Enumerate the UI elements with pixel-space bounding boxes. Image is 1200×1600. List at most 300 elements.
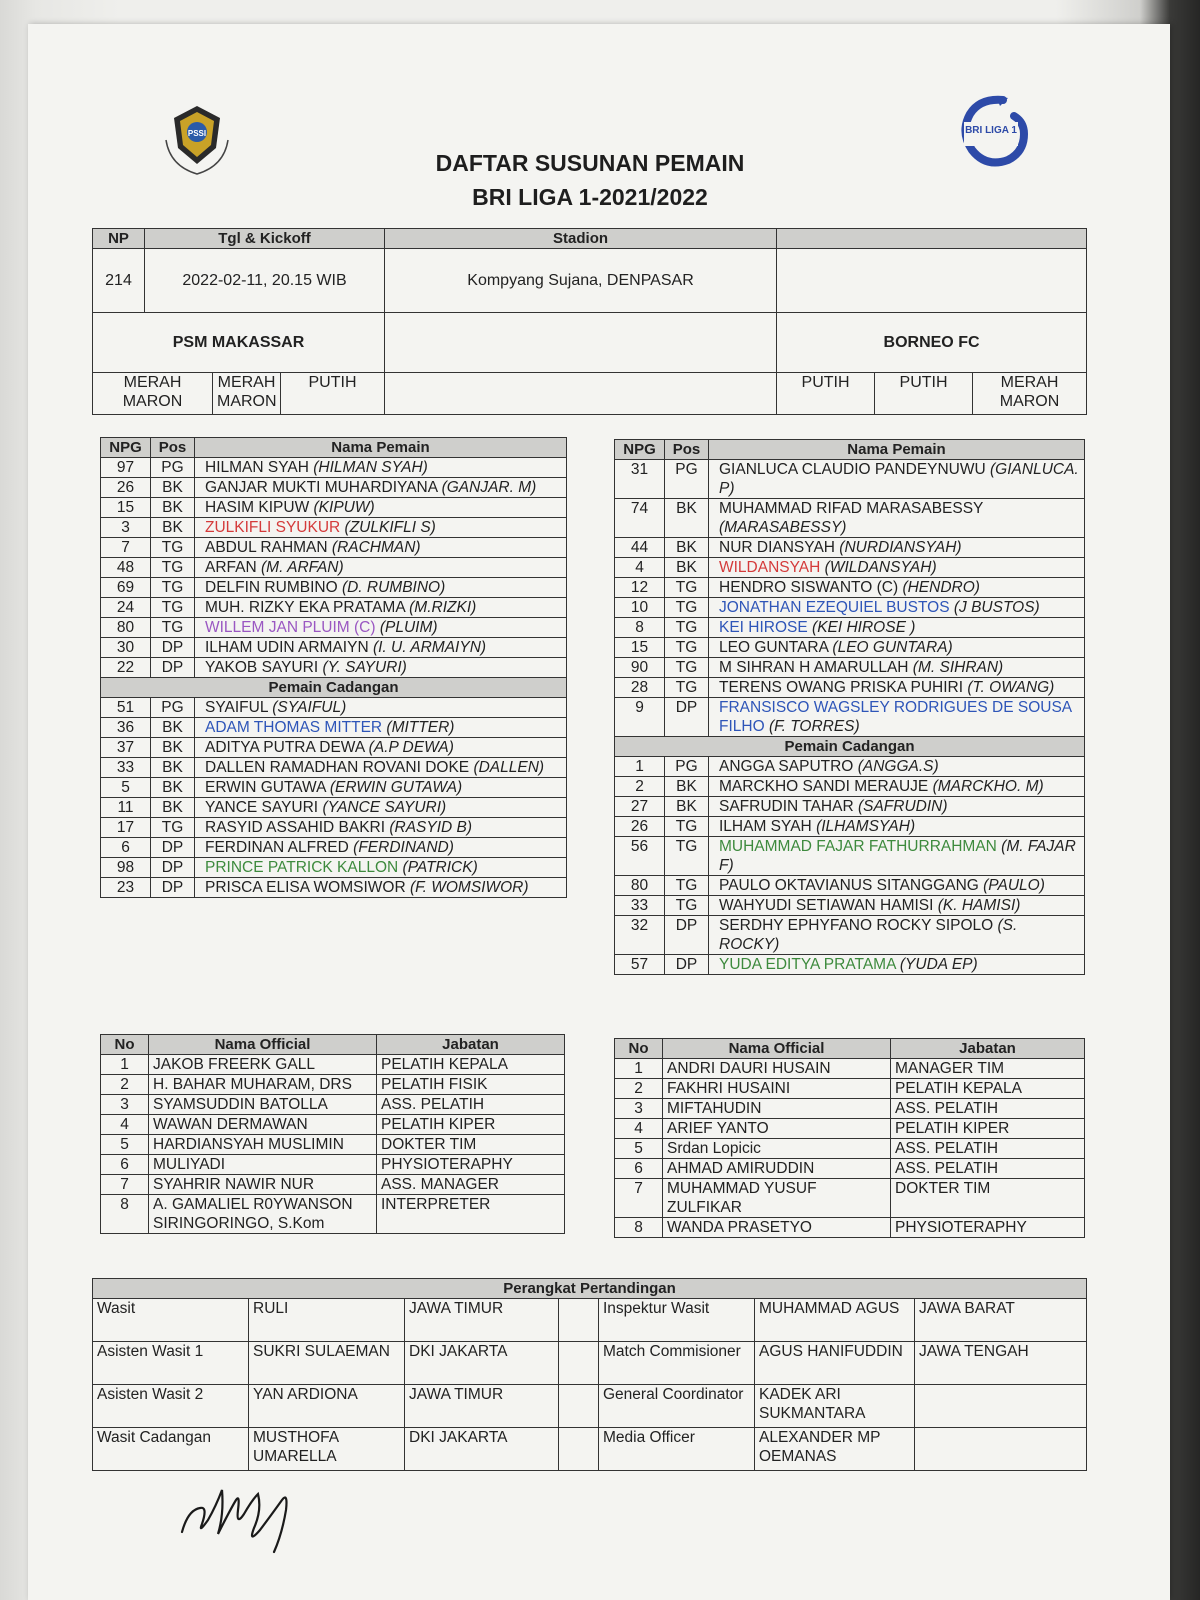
player-name-cell — [709, 777, 1085, 797]
player-name-cell — [709, 578, 1085, 598]
player-name: ABDUL RAHMAN — [205, 539, 328, 556]
player-position: PG — [665, 757, 709, 777]
player-alias: (GANJAR. M) — [441, 479, 537, 496]
official-number: 5 — [101, 1135, 149, 1155]
player-name-cell — [195, 738, 567, 758]
official-role: INTERPRETER — [377, 1195, 565, 1234]
player-name: MUHAMMAD RIFAD MARASABESSY — [719, 500, 984, 517]
official-number: 3 — [101, 1095, 149, 1115]
official-name-header: Nama Official — [663, 1039, 891, 1059]
player-row — [615, 538, 1085, 558]
player-row — [615, 578, 1085, 598]
official-role: DOKTER TIM — [377, 1135, 565, 1155]
player-position: BK — [151, 798, 195, 818]
referee-role: Asisten Wasit 1 — [93, 1342, 249, 1385]
player-number: 26 — [615, 817, 665, 837]
player-alias: (F. WOMSIWOR) — [410, 879, 529, 896]
player-name: ZULKIFLI SYUKUR — [205, 519, 341, 536]
player-alias: (HENDRO) — [902, 579, 980, 596]
player-alias: (M. SIHRAN) — [912, 659, 1004, 676]
official-name: HARDIANSYAH MUSLIMIN — [149, 1135, 377, 1155]
official-number: 1 — [101, 1055, 149, 1075]
official-row — [101, 1195, 565, 1234]
player-alias: (ANGGA.S) — [857, 758, 939, 775]
player-row — [101, 558, 567, 578]
official-row — [615, 1119, 1085, 1139]
official-name: MUHAMMAD YUSUF ZULFIKAR — [663, 1179, 891, 1218]
player-alias: (D. RUMBINO) — [341, 579, 446, 596]
player-name: FERDINAN ALFRED — [205, 839, 349, 856]
player-number: 15 — [615, 638, 665, 658]
player-position: BK — [665, 777, 709, 797]
player-name-cell — [709, 638, 1085, 658]
referee-role: Asisten Wasit 2 — [93, 1385, 249, 1428]
player-name-cell — [195, 858, 567, 878]
official-number: 1 — [615, 1059, 663, 1079]
player-position: TG — [665, 578, 709, 598]
player-name: ERWIN GUTAWA — [205, 779, 326, 796]
player-number: 69 — [101, 578, 151, 598]
player-name: WAHYUDI SETIAWAN HAMISI — [719, 897, 934, 914]
player-name-cell — [709, 698, 1085, 737]
player-position: TG — [151, 618, 195, 638]
player-name-cell — [195, 538, 567, 558]
player-alias: (S. ROCKY) — [719, 917, 1018, 953]
player-name-cell — [195, 758, 567, 778]
player-number: 6 — [101, 838, 151, 858]
player-row — [615, 757, 1085, 777]
official-number: 5 — [615, 1139, 663, 1159]
match-info-table — [92, 228, 1087, 415]
player-number: 74 — [615, 499, 665, 538]
player-name: YAKOB SAYURI — [205, 659, 319, 676]
player-position: TG — [665, 896, 709, 916]
official-region: JAWA TENGAH — [915, 1342, 1087, 1385]
player-row — [101, 718, 567, 738]
blank-cell — [385, 313, 777, 373]
player-alias: (MITTER) — [386, 719, 455, 736]
player-number: 22 — [101, 658, 151, 678]
player-name-cell — [709, 916, 1085, 955]
official-role: Inspektur Wasit — [599, 1299, 755, 1342]
player-number: 17 — [101, 818, 151, 838]
blank-cell — [559, 1385, 599, 1428]
player-alias: (M. FAJAR F) — [719, 838, 1076, 874]
player-row — [615, 797, 1085, 817]
official-name-header: Nama Official — [149, 1035, 377, 1055]
player-position: TG — [665, 598, 709, 618]
player-number: 36 — [101, 718, 151, 738]
blank-cell — [777, 249, 1087, 313]
player-name-cell — [195, 618, 567, 638]
player-row — [615, 638, 1085, 658]
player-row — [101, 878, 567, 898]
official-row — [615, 1059, 1085, 1079]
jabatan-header: Jabatan — [377, 1035, 565, 1055]
player-name-cell — [195, 698, 567, 718]
player-alias: (HILMAN SYAH) — [313, 459, 428, 476]
official-role: PELATIH KIPER — [891, 1119, 1085, 1139]
player-name: MUHAMMAD FAJAR FATHURRAHMAN — [719, 838, 997, 855]
player-alias: (KIPUW) — [313, 499, 375, 516]
official-row — [615, 1179, 1085, 1218]
player-name: PAULO OKTAVIANUS SITANGGANG — [719, 877, 979, 894]
player-number: 37 — [101, 738, 151, 758]
player-name: FRANSISCO WAGSLEY RODRIGUES DE SOUSA FILHO — [719, 699, 1072, 735]
player-row — [101, 818, 567, 838]
player-number: 98 — [101, 858, 151, 878]
official-name: H. BAHAR MUHARAM, DRS — [149, 1075, 377, 1095]
player-position: PG — [151, 458, 195, 478]
home-color-2: MERAH MARON — [213, 373, 281, 415]
player-name-cell — [709, 837, 1085, 876]
player-name-cell — [709, 876, 1085, 896]
player-number: 32 — [615, 916, 665, 955]
referee-region: JAWA TIMUR — [405, 1385, 559, 1428]
home-color-1: MERAH MARON — [93, 373, 213, 415]
player-row — [615, 678, 1085, 698]
player-alias: (SYAIFUL) — [272, 699, 347, 716]
blank-cell — [559, 1342, 599, 1385]
official-role: ASS. PELATIH — [891, 1099, 1085, 1119]
player-number: 80 — [615, 876, 665, 896]
player-position: BK — [151, 718, 195, 738]
pssi-logo-text: PSSI — [187, 129, 207, 138]
player-position: BK — [151, 518, 195, 538]
official-number: 2 — [101, 1075, 149, 1095]
player-alias: (YUDA EP) — [899, 956, 978, 973]
referee-row — [93, 1299, 1087, 1342]
player-row — [615, 777, 1085, 797]
pos-header: Pos — [151, 438, 195, 458]
player-alias: (J BUSTOS) — [953, 599, 1040, 616]
player-position: DP — [665, 698, 709, 737]
player-position: PG — [665, 460, 709, 499]
official-role: PHYSIOTERAPHY — [891, 1218, 1085, 1238]
player-number: 33 — [101, 758, 151, 778]
player-name: JONATHAN EZEQUIEL BUSTOS — [719, 599, 950, 616]
player-number: 33 — [615, 896, 665, 916]
perangkat-title: Perangkat Pertandingan — [93, 1279, 1087, 1299]
player-name-cell — [195, 658, 567, 678]
player-position: TG — [151, 558, 195, 578]
player-position: BK — [665, 538, 709, 558]
player-number: 31 — [615, 460, 665, 499]
player-row — [101, 498, 567, 518]
player-number: 1 — [615, 757, 665, 777]
player-alias: (KEI HIROSE ) — [812, 619, 916, 636]
player-row — [615, 558, 1085, 578]
player-row — [615, 618, 1085, 638]
official-role: PELATIH FISIK — [377, 1075, 565, 1095]
player-position: DP — [151, 838, 195, 858]
player-number: 5 — [101, 778, 151, 798]
player-name-cell — [195, 778, 567, 798]
player-name-cell — [709, 896, 1085, 916]
player-name: YANCE SAYURI — [205, 799, 319, 816]
player-alias: (K. HAMISI) — [937, 897, 1021, 914]
player-name: ARFAN — [205, 559, 257, 576]
blank-header — [777, 229, 1087, 249]
player-name: DELFIN RUMBINO — [205, 579, 338, 596]
official-region — [915, 1385, 1087, 1428]
player-name: LEO GUNTARA — [719, 639, 829, 656]
player-name-cell — [195, 518, 567, 538]
player-number: 28 — [615, 678, 665, 698]
stadion-header: Stadion — [385, 229, 777, 249]
player-name: GANJAR MUKTI MUHARDIYANA — [205, 479, 438, 496]
official-role: Match Commisioner — [599, 1342, 755, 1385]
official-row — [101, 1075, 565, 1095]
home-officials-table — [100, 1034, 565, 1234]
official-name: WAWAN DERMAWAN — [149, 1115, 377, 1135]
player-row — [615, 658, 1085, 678]
official-row — [615, 1099, 1085, 1119]
player-position: TG — [665, 837, 709, 876]
pssi-logo-icon — [158, 100, 236, 180]
official-name: JAKOB FREERK GALL — [149, 1055, 377, 1075]
official-role: DOKTER TIM — [891, 1179, 1085, 1218]
away-color-2: PUTIH — [875, 373, 973, 415]
player-name-cell — [195, 638, 567, 658]
player-name-cell — [195, 838, 567, 858]
bri-liga-logo-text: BRI LIGA 1 — [965, 125, 1017, 136]
player-name: DALLEN RAMADHAN ROVANI DOKE — [205, 759, 470, 776]
official-name: ARIEF YANTO — [663, 1119, 891, 1139]
player-name: KEI HIROSE — [719, 619, 808, 636]
official-number: 4 — [615, 1119, 663, 1139]
name-header: Nama Pemain — [709, 440, 1085, 460]
official-number: 6 — [615, 1159, 663, 1179]
referee-region: JAWA TIMUR — [405, 1299, 559, 1342]
player-name-cell — [709, 817, 1085, 837]
no-header: No — [615, 1039, 663, 1059]
player-name: SYAIFUL — [205, 699, 268, 716]
referee-role: Wasit — [93, 1299, 249, 1342]
player-row — [615, 460, 1085, 499]
player-number: 56 — [615, 837, 665, 876]
referee-row — [93, 1385, 1087, 1428]
pos-header: Pos — [665, 440, 709, 460]
official-number: 8 — [615, 1218, 663, 1238]
player-name-cell — [195, 578, 567, 598]
official-role: PELATIH KIPER — [377, 1115, 565, 1135]
player-name: M SIHRAN H AMARULLAH — [719, 659, 909, 676]
official-name: SYAMSUDDIN BATOLLA — [149, 1095, 377, 1115]
official-region: JAWA BARAT — [915, 1299, 1087, 1342]
referee-name: RULI — [249, 1299, 405, 1342]
player-alias: (FERDINAND) — [353, 839, 454, 856]
player-name-cell — [709, 678, 1085, 698]
player-name: TERENS OWANG PRISKA PUHIRI — [719, 679, 964, 696]
official-row — [101, 1135, 565, 1155]
player-row — [101, 738, 567, 758]
official-number: 3 — [615, 1099, 663, 1119]
player-row — [101, 858, 567, 878]
title-line-1: DAFTAR SUSUNAN PEMAIN — [435, 150, 745, 176]
player-number: 26 — [101, 478, 151, 498]
player-alias: (ILHAMSYAH) — [816, 818, 916, 835]
title-line-2: BRI LIGA 1-2021/2022 — [472, 184, 708, 210]
official-name: KADEK ARI SUKMANTARA — [755, 1385, 915, 1428]
player-number: 24 — [101, 598, 151, 618]
player-position: TG — [151, 578, 195, 598]
player-position: DP — [665, 955, 709, 975]
blank-cell — [559, 1428, 599, 1471]
player-position: BK — [151, 778, 195, 798]
player-alias: (Y. SAYURI) — [322, 659, 407, 676]
player-number: 4 — [615, 558, 665, 578]
player-number: 97 — [101, 458, 151, 478]
official-name: A. GAMALIEL R0YWANSON SIRINGORINGO, S.Kom — [149, 1195, 377, 1234]
substitutes-header: Pemain Cadangan — [101, 678, 567, 698]
player-name: WILDANSYAH — [719, 559, 821, 576]
official-row — [101, 1115, 565, 1135]
player-position: TG — [665, 618, 709, 638]
stadium-name: Kompyang Sujana, DENPASAR — [385, 249, 777, 313]
player-name-cell — [195, 718, 567, 738]
player-row — [615, 837, 1085, 876]
player-name: MARCKHO SANDI MERAUJE — [719, 778, 929, 795]
player-position: TG — [665, 658, 709, 678]
match-officials-table — [92, 1278, 1087, 1471]
player-name-cell — [709, 797, 1085, 817]
player-row — [615, 499, 1085, 538]
official-row — [101, 1055, 565, 1075]
player-position: TG — [665, 817, 709, 837]
official-role: ASS. MANAGER — [377, 1175, 565, 1195]
player-number: 44 — [615, 538, 665, 558]
player-name-cell — [709, 538, 1085, 558]
player-name-cell — [709, 658, 1085, 678]
player-name: NUR DIANSYAH — [719, 539, 835, 556]
player-row — [615, 955, 1085, 975]
player-alias: (M. ARFAN) — [261, 559, 344, 576]
away-color-1: PUTIH — [777, 373, 875, 415]
player-row — [101, 658, 567, 678]
player-alias: (T. OWANG) — [967, 679, 1055, 696]
player-position: BK — [151, 478, 195, 498]
official-number: 2 — [615, 1079, 663, 1099]
player-position: BK — [151, 738, 195, 758]
player-position: TG — [665, 638, 709, 658]
player-name-cell — [709, 499, 1085, 538]
official-name: Srdan Lopicic — [663, 1139, 891, 1159]
player-name-cell — [195, 478, 567, 498]
official-name: AHMAD AMIRUDDIN — [663, 1159, 891, 1179]
player-alias: (RACHMAN) — [331, 539, 421, 556]
official-role: PELATIH KEPALA — [891, 1079, 1085, 1099]
kickoff-header: Tgl & Kickoff — [145, 229, 385, 249]
official-role: PELATIH KEPALA — [377, 1055, 565, 1075]
np-header: NP — [93, 229, 145, 249]
player-name-cell — [195, 498, 567, 518]
player-position: DP — [665, 916, 709, 955]
player-number: 48 — [101, 558, 151, 578]
player-alias: (PLUIM) — [379, 619, 438, 636]
player-name-cell — [709, 757, 1085, 777]
bri-liga-logo-icon — [948, 92, 1034, 172]
official-row — [615, 1079, 1085, 1099]
player-name: WILLEM JAN PLUIM (C) — [205, 619, 376, 636]
player-name-cell — [709, 460, 1085, 499]
player-number: 15 — [101, 498, 151, 518]
player-position: TG — [151, 598, 195, 618]
referee-region: DKI JAKARTA — [405, 1428, 559, 1471]
official-row — [101, 1155, 565, 1175]
official-row — [615, 1218, 1085, 1238]
player-name: ILHAM UDIN ARMAIYN — [205, 639, 369, 656]
official-number: 8 — [101, 1195, 149, 1234]
player-row — [101, 538, 567, 558]
substitutes-header: Pemain Cadangan — [615, 737, 1085, 757]
player-row — [101, 698, 567, 718]
official-role: ASS. PELATIH — [377, 1095, 565, 1115]
referee-name: MUSTHOFA UMARELLA — [249, 1428, 405, 1471]
player-name: MUH. RIZKY EKA PRATAMA — [205, 599, 405, 616]
player-number: 30 — [101, 638, 151, 658]
official-number: 7 — [615, 1179, 663, 1218]
official-name: ALEXANDER MP OEMANAS — [755, 1428, 915, 1471]
official-name: AGUS HANIFUDDIN — [755, 1342, 915, 1385]
player-alias: (SAFRUDIN) — [857, 798, 948, 815]
referee-row — [93, 1428, 1087, 1471]
player-alias: (ZULKIFLI S) — [344, 519, 436, 536]
player-number: 2 — [615, 777, 665, 797]
player-name: HENDRO SISWANTO (C) — [719, 579, 899, 596]
official-name: WANDA PRASETYO — [663, 1218, 891, 1238]
player-name: RASYID ASSAHID BAKRI — [205, 819, 386, 836]
player-alias: (PATRICK) — [402, 859, 478, 876]
player-row — [101, 518, 567, 538]
official-number: 6 — [101, 1155, 149, 1175]
player-position: DP — [151, 878, 195, 898]
player-name: GIANLUCA CLAUDIO PANDEYNUWU — [719, 461, 986, 478]
player-name: YUDA EDITYA PRATAMA — [719, 956, 896, 973]
official-number: 4 — [101, 1115, 149, 1135]
player-name: HASIM KIPUW — [205, 499, 310, 516]
player-position: TG — [151, 818, 195, 838]
player-row — [615, 896, 1085, 916]
player-number: 10 — [615, 598, 665, 618]
player-alias: (RASYID B) — [389, 819, 473, 836]
official-name: MULIYADI — [149, 1155, 377, 1175]
player-alias: (DALLEN) — [473, 759, 545, 776]
referee-name: YAN ARDIONA — [249, 1385, 405, 1428]
player-alias: (LEO GUNTARA) — [832, 639, 953, 656]
player-number: 51 — [101, 698, 151, 718]
player-alias: (F. TORRES) — [768, 718, 860, 735]
player-name: PRINCE PATRICK KALLON — [205, 859, 399, 876]
player-name: ILHAM SYAH — [719, 818, 812, 835]
player-name: PRISCA ELISA WOMSIWOR — [205, 879, 406, 896]
referee-role: Wasit Cadangan — [93, 1428, 249, 1471]
player-position: BK — [665, 558, 709, 578]
official-name: ANDRI DAURI HUSAIN — [663, 1059, 891, 1079]
player-row — [101, 838, 567, 858]
official-role: PHYSIOTERAPHY — [377, 1155, 565, 1175]
player-row — [101, 758, 567, 778]
player-row — [101, 598, 567, 618]
referee-name: SUKRI SULAEMAN — [249, 1342, 405, 1385]
player-alias: (MARASABESSY) — [719, 519, 847, 536]
player-name: ANGGA SAPUTRO — [719, 758, 854, 775]
official-row — [101, 1175, 565, 1195]
player-name-cell — [195, 458, 567, 478]
player-alias: (WILDANSYAH) — [824, 559, 937, 576]
signature-icon — [178, 1470, 308, 1560]
player-name-cell — [195, 558, 567, 578]
